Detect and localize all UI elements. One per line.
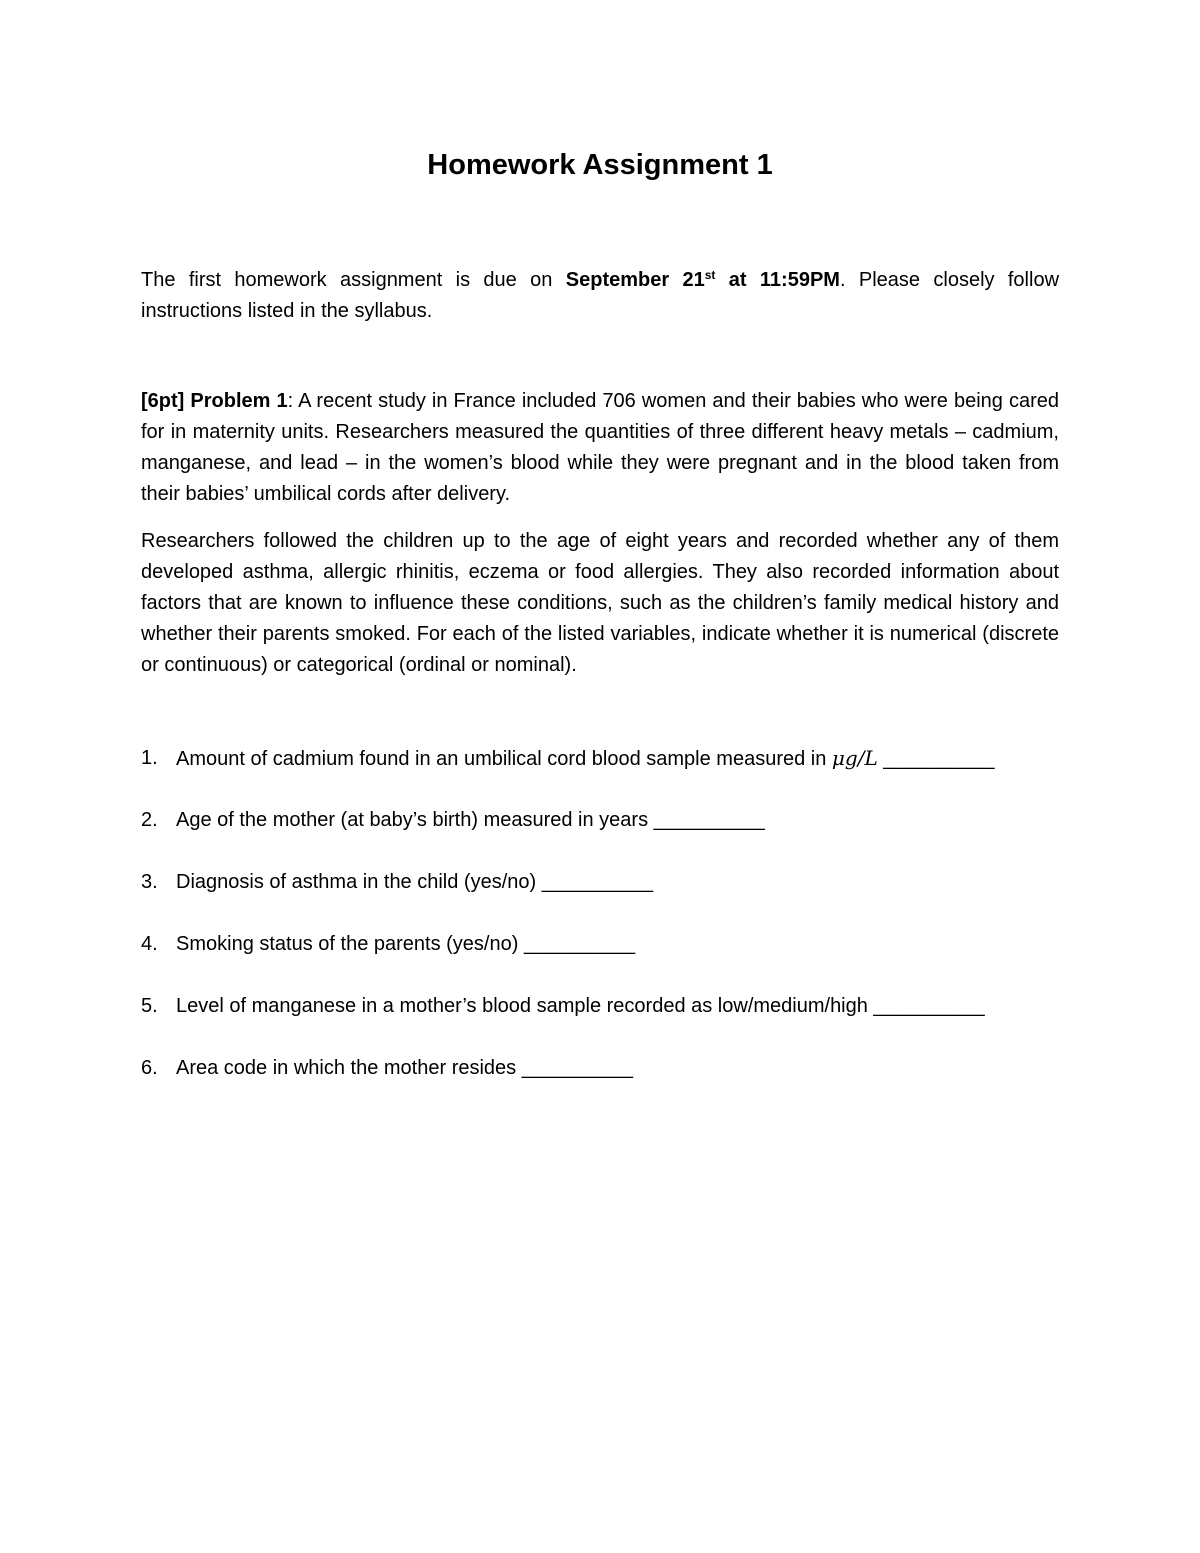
due-date: [566, 269, 840, 291]
variable-list: [141, 743, 1059, 1115]
list-item-number: 2.: [141, 809, 158, 831]
intro-text-before: The first homework assignment is due on: [141, 269, 566, 291]
list-item: [141, 1053, 1059, 1084]
problem-text: A recent study in France included 706 women and their babies who were being cared for in maternity units. Researchers measured the quantities of three different heavy metals – cadmium, manganese, and lead – in the women’s blood while they were pregnant and in the blood taken from their babies’ umbilical cords after delivery.: [141, 390, 1059, 505]
unit-math: μg/L: [831, 746, 878, 770]
list-item-number: 4.: [141, 933, 158, 955]
list-item-text: Age of the mother (at baby’s birth) measured in years __________: [176, 809, 765, 831]
due-month-day: September 21: [565, 269, 705, 291]
list-item: [141, 743, 1059, 774]
due-date-suffix: st: [704, 268, 716, 282]
list-item-text: Diagnosis of asthma in the child (yes/no) __________: [176, 871, 653, 893]
document-page: [141, 0, 1059, 1553]
list-item-text: Area code in which the mother resides __________: [176, 1057, 633, 1079]
due-time: at 11:59PM: [715, 269, 840, 291]
answer-blank: __________: [877, 748, 995, 770]
list-item: [141, 929, 1059, 960]
list-item: [141, 991, 1059, 1022]
document-title: Homework Assignment 1: [427, 149, 773, 181]
list-item: [141, 805, 1059, 836]
intro-paragraph: [141, 265, 1059, 327]
problem-colon: :: [287, 390, 294, 412]
list-item-number: 3.: [141, 871, 158, 893]
list-item-text: Level of manganese in a mother’s blood sample recorded as low/medium/high __________: [176, 995, 985, 1017]
intro-text-after: . Please closely follow instructions listed in the syllabus.: [141, 269, 1060, 322]
followup-paragraph: Researchers followed the children up to the age of eight years and recorded whether any of them developed asthma, allergic rhinitis, eczema or food allergies. They also recorded information about factors that are known to influence these conditions, such as the children’s family medical history and whether their parents smoked. For each of the listed variables, indicate whether it is numerical (discrete or continuous) or categorical (ordinal or nominal).: [141, 530, 1059, 676]
list-item-number: 1.: [141, 747, 158, 769]
list-item-number: 6.: [141, 1057, 158, 1079]
list-item: [141, 867, 1059, 898]
list-item-number: 5.: [141, 995, 158, 1017]
list-item-text: Smoking status of the parents (yes/no) __________: [176, 933, 636, 955]
problem-paragraph: [141, 386, 1059, 510]
list-item-text: Amount of cadmium found in an umbilical cord blood sample measured in: [176, 748, 832, 770]
problem-heading: [6pt] Problem 1: [141, 390, 288, 412]
